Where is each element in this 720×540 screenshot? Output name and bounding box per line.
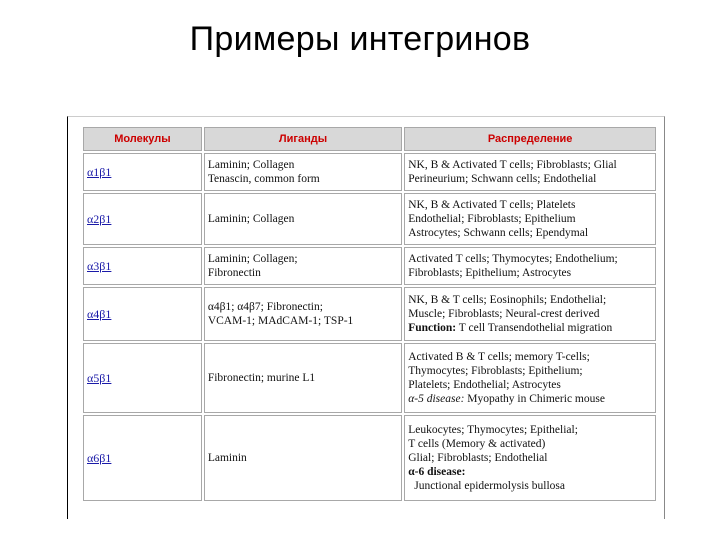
distribution-line: Activated T cells; Thymocytes; Endothelium; <box>408 253 618 265</box>
ligand-line: α4β1; α4β7; Fibronectin; <box>207 301 323 313</box>
ligand-line: VCAM-1; MAdCAM-1; TSP-1 <box>207 315 354 327</box>
distribution-line: NK, B & T cells; Eosinophils; Endothelial; <box>408 294 607 306</box>
distribution-cell <box>404 247 656 285</box>
distribution-cell <box>404 193 656 245</box>
header-distribution: Распределение <box>404 127 656 151</box>
distribution-cell <box>404 287 656 341</box>
distribution-line: Astrocytes; Schwann cells; Ependymal <box>408 227 589 239</box>
table-row <box>83 343 656 413</box>
ligands-cell <box>204 415 402 501</box>
ligands-cell <box>204 287 402 341</box>
integrins-table <box>81 125 658 503</box>
distribution-cell <box>404 415 656 501</box>
ligand-line: Laminin; Collagen; <box>207 253 298 265</box>
distribution-line: Platelets; Endothelial; Astrocytes <box>408 379 561 391</box>
ligands-cell <box>204 247 402 285</box>
molecule-link[interactable]: α1β1 <box>83 153 202 191</box>
distribution-line: Thymocytes; Fibroblasts; Epithelium; <box>408 365 583 377</box>
distribution-line: Fibroblasts; Epithelium; Astrocytes <box>408 267 572 279</box>
molecule-link[interactable]: α5β1 <box>83 343 202 413</box>
distribution-line: Muscle; Fibroblasts; Neural-crest derived <box>408 308 600 320</box>
disease-label: α-6 disease: <box>408 466 466 478</box>
distribution-line: Perineurium; Schwann cells; Endothelial <box>408 173 597 185</box>
table-header-row <box>83 127 656 151</box>
ligand-line: Laminin; Collagen <box>207 213 295 225</box>
table-row <box>83 193 656 245</box>
table-row <box>83 415 656 501</box>
table-row <box>83 287 656 341</box>
disease-label: α-5 disease: <box>408 393 465 405</box>
distribution-line: Endothelial; Fibroblasts; Epithelium <box>408 213 576 225</box>
disease-text: Myopathy in Chimeric mouse <box>464 393 605 405</box>
distribution-line: T cells (Memory & activated) <box>408 438 546 450</box>
table-frame <box>67 116 665 519</box>
distribution-line: Activated B & T cells; memory T-cells; <box>408 351 590 363</box>
ligand-line: Laminin; Collagen <box>207 159 295 171</box>
function-label: Function: <box>408 322 457 334</box>
molecule-link[interactable]: α4β1 <box>83 287 202 341</box>
distribution-line: NK, B & Activated T cells; Platelets <box>408 199 576 211</box>
molecule-link[interactable]: α6β1 <box>83 415 202 501</box>
distribution-cell <box>404 153 656 191</box>
ligands-cell <box>204 153 402 191</box>
ligand-line: Tenascin, common form <box>207 173 320 185</box>
function-text: T cell Transendothelial migration <box>456 322 613 334</box>
disease-text: Junctional epidermolysis bullosa <box>414 480 565 492</box>
header-ligands: Лиганды <box>204 127 402 151</box>
function-line <box>408 321 652 335</box>
ligands-cell <box>204 193 402 245</box>
table-row <box>83 153 656 191</box>
table-row <box>83 247 656 285</box>
ligand-line: Fibronectin; murine L1 <box>207 372 316 384</box>
distribution-line: NK, B & Activated T cells; Fibroblasts; Glial <box>408 159 617 171</box>
distribution-line: Glial; Fibroblasts; Endothelial <box>408 452 548 464</box>
distribution-line: Leukocytes; Thymocytes; Epithelial; <box>408 424 578 436</box>
molecule-link[interactable]: α2β1 <box>83 193 202 245</box>
disease-line <box>408 392 652 406</box>
ligand-line: Laminin <box>207 452 247 464</box>
slide-title: Примеры интегринов <box>189 20 531 58</box>
molecule-link[interactable]: α3β1 <box>83 247 202 285</box>
ligand-line: Fibronectin <box>207 267 261 279</box>
header-molecules: Молекулы <box>83 127 202 151</box>
ligands-cell <box>204 343 402 413</box>
distribution-cell <box>404 343 656 413</box>
